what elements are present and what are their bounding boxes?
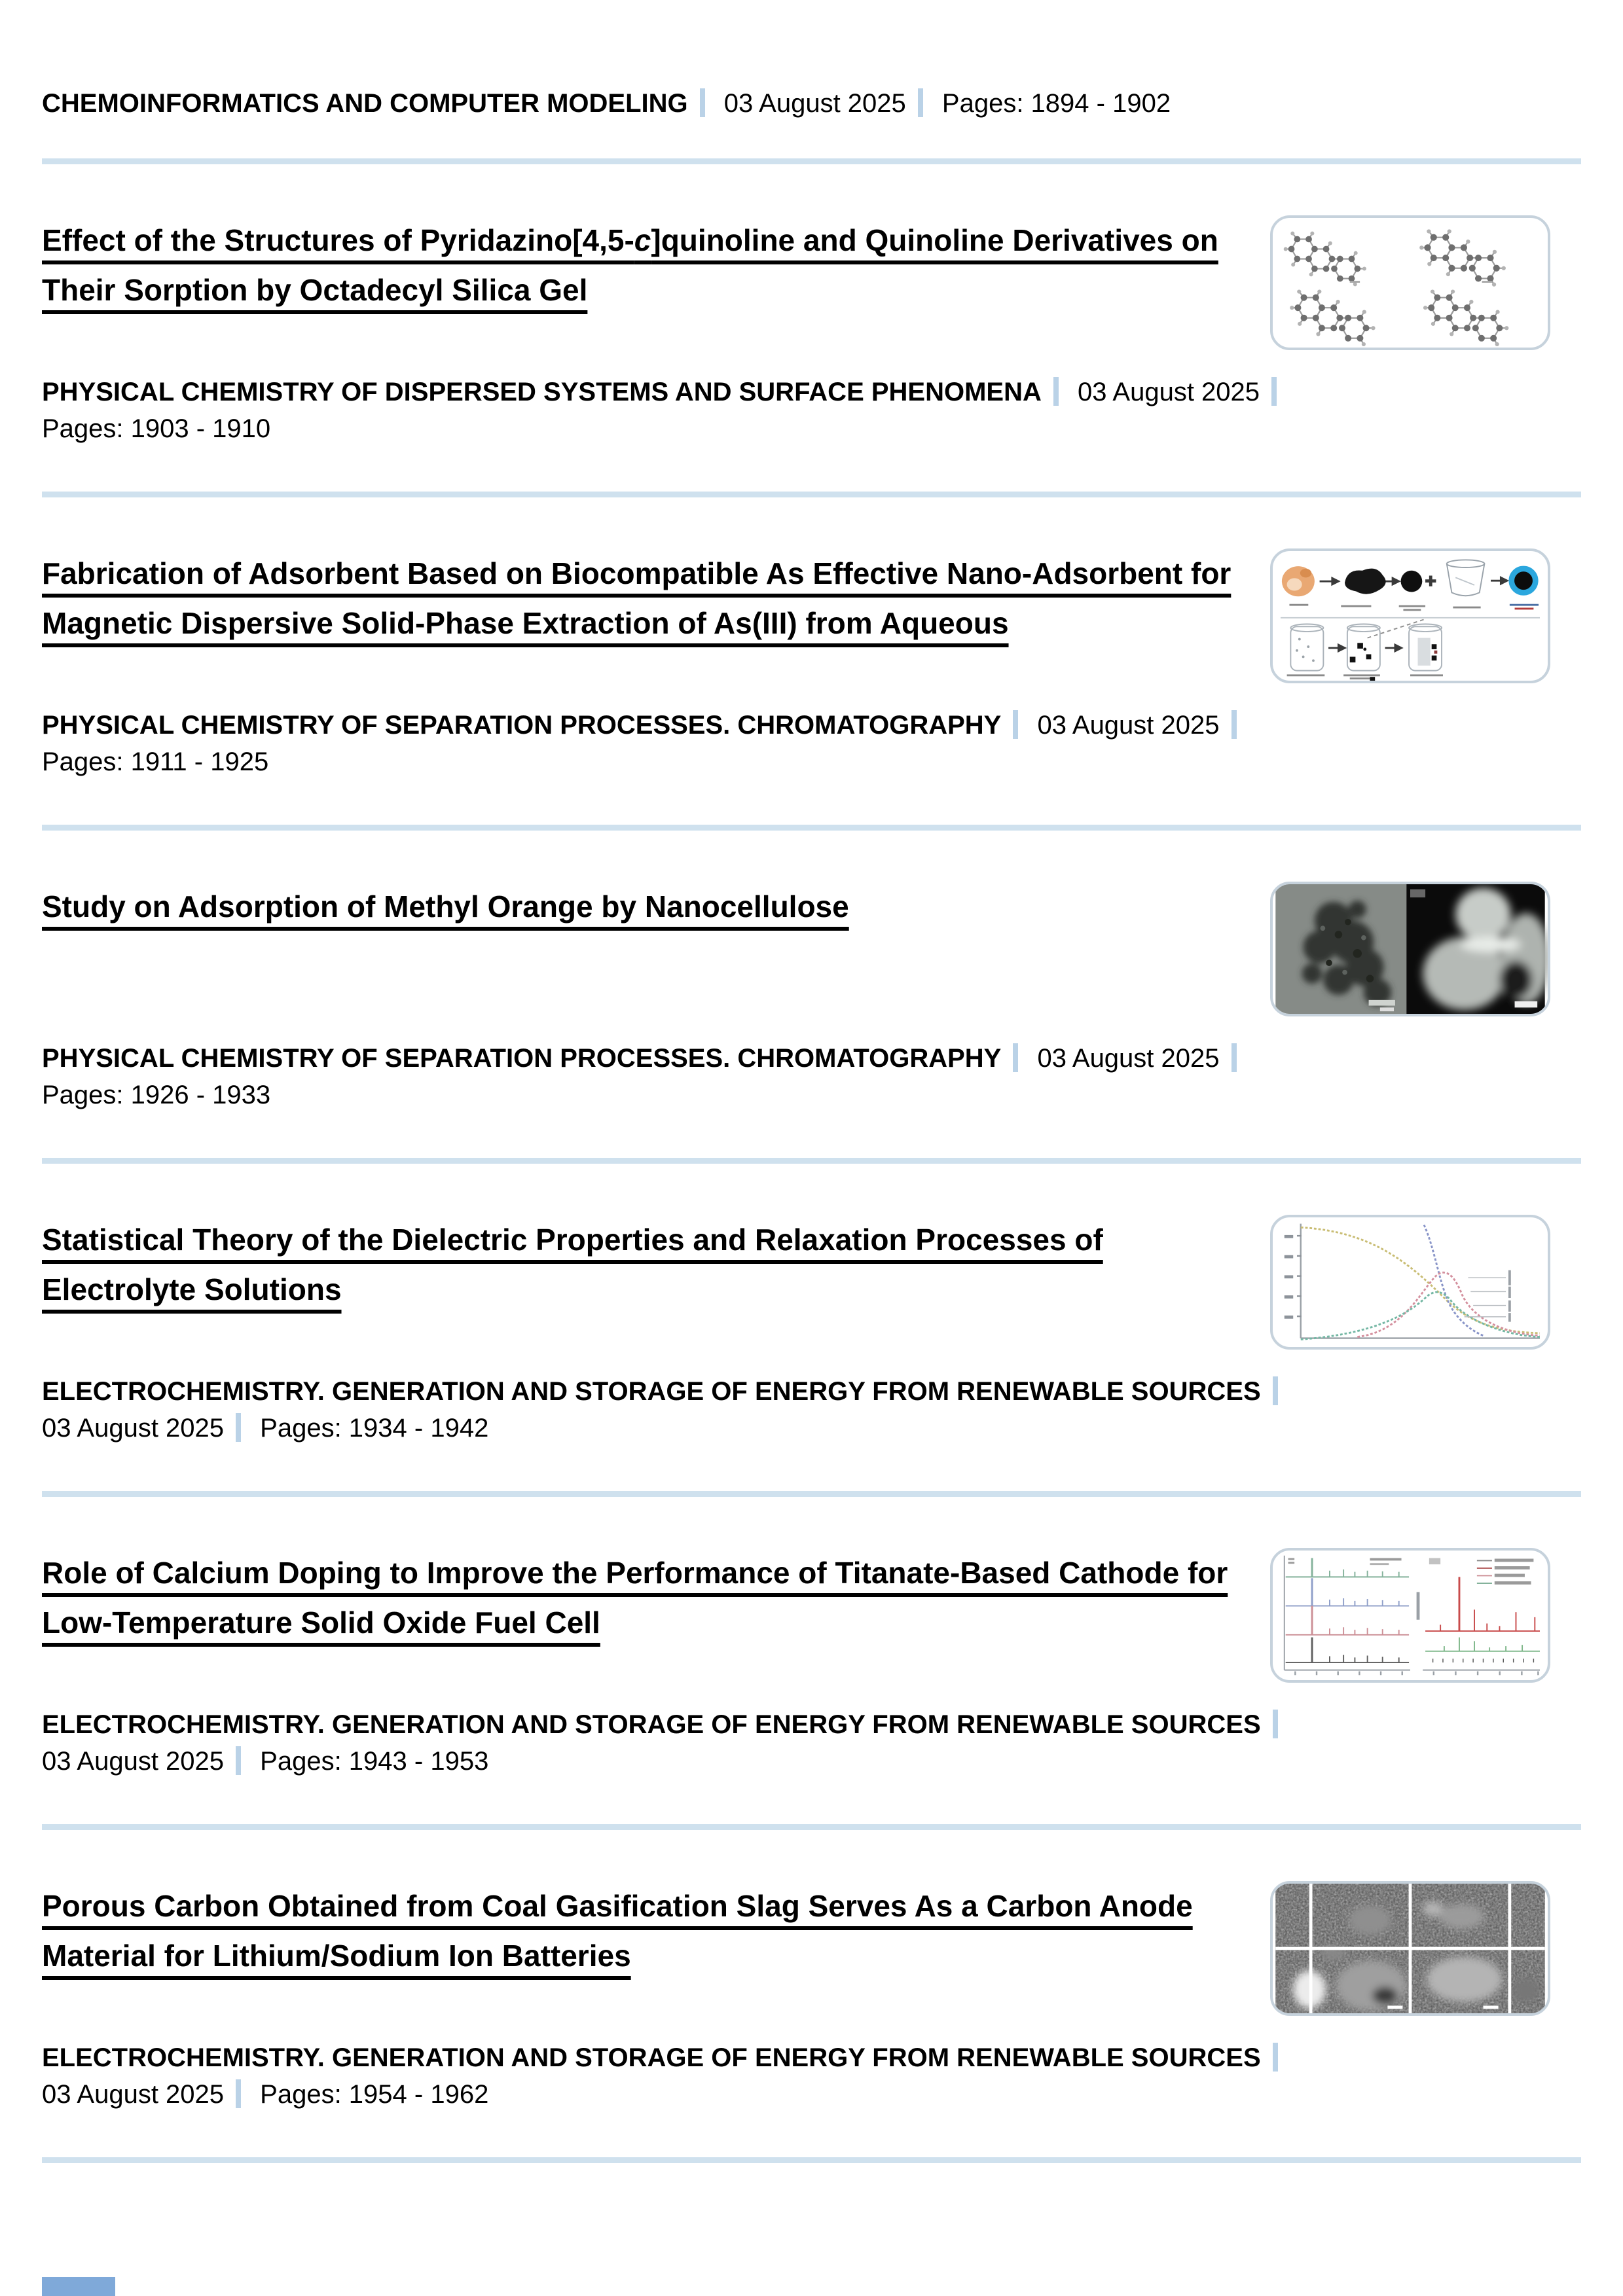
solution-dots [1296,638,1315,662]
scheme-top-row [1282,560,1535,596]
article-date: 03 August 2025 [1037,1044,1220,1073]
article-category: PHYSICAL CHEMISTRY OF SEPARATION PROCESSES. CHROMATOGRAPHY [42,711,1002,740]
article-title-text: Effect of the Structures of Pyridazino[4,5- [42,223,634,257]
article-meta [42,1040,1581,1113]
graphical-abstract-adsorbent-figure [1273,551,1548,681]
separator-bar [236,1746,241,1775]
separator-bar [1273,1710,1278,1738]
article-thumbnail[interactable] [1270,882,1550,1016]
article-pages: Pages: 1943 - 1953 [260,1747,489,1776]
article-top-row [42,1215,1581,1354]
article-entry [42,164,1581,492]
article-category: ELECTROCHEMISTRY. GENERATION AND STORAGE OF ENERGY FROM RENEWABLE SOURCES [42,1710,1261,1739]
article-title-link[interactable] [42,1881,1233,1981]
article-entry [42,831,1581,1158]
article-top-row [42,882,1581,1020]
separator-bar [236,2079,241,2108]
article-pages: Pages: 1903 - 1910 [42,414,271,443]
article-title-link[interactable] [42,215,1233,315]
article-entry [42,497,1581,825]
article-meta [42,2039,1581,2113]
separator-bar [1013,710,1018,739]
sem-images-grid-figure [1273,1884,1548,2013]
left-xrd-panel [1285,1556,1410,1676]
article-title-rest: ]quinoline and Quinoline Derivatives on Their Sorption by Octadecyl Silica Gel [42,223,1218,307]
separator-bar [236,1413,241,1442]
top-article-meta [42,0,1581,122]
separator-bar [1231,1043,1237,1072]
article-date: 03 August 2025 [723,89,906,118]
article-pages: Pages: 1911 - 1925 [42,747,269,776]
section-divider [42,158,1581,164]
article-category: PHYSICAL CHEMISTRY OF DISPERSED SYSTEMS AND SURFACE PHENOMENA [42,378,1042,406]
right-xrd-panel [1417,1558,1540,1676]
article-meta [42,1373,1581,1446]
article-thumbnail[interactable] [1270,1215,1550,1350]
article-category: ELECTROCHEMISTRY. GENERATION AND STORAGE OF ENERGY FROM RENEWABLE SOURCES [42,2043,1261,2072]
article-category: ELECTROCHEMISTRY. GENERATION AND STORAGE OF ENERGY FROM RENEWABLE SOURCES [42,1377,1261,1406]
article-title-text: Study on Adsorption of Methyl Orange by Nanocellulose [42,889,849,924]
article-date: 03 August 2025 [1037,711,1220,740]
article-title-link[interactable] [42,1548,1233,1647]
article-date: 03 August 2025 [42,1414,225,1443]
article-category: PHYSICAL CHEMISTRY OF SEPARATION PROCESSES. CHROMATOGRAPHY [42,1044,1002,1073]
separator-bar [1053,377,1059,406]
section-divider [42,1824,1581,1830]
separator-bar [1273,2043,1278,2072]
article-pages: Pages: 1894 - 1902 [941,89,1171,118]
xrd-patterns-figure [1273,1551,1548,1680]
article-thumbnail[interactable] [1270,1548,1550,1683]
article-meta [42,1706,1581,1780]
article-pages: Pages: 1926 - 1933 [42,1081,271,1109]
separator-bar [700,88,705,117]
article-meta [42,374,1581,447]
scheme-caption-marks [1289,604,1539,611]
article-title-link[interactable] [42,1215,1233,1314]
separator-bar [1273,1376,1278,1405]
separator-bar [1271,377,1277,406]
article-list [42,164,1581,2163]
article-top-row [42,1881,1581,2020]
article-top-row [42,1548,1581,1687]
article-thumbnail[interactable] [1270,548,1550,683]
article-title-link[interactable] [42,882,1233,931]
article-title-link[interactable] [42,548,1233,648]
article-date: 03 August 2025 [42,2080,225,2109]
section-divider [42,825,1581,831]
article-title-text: Porous Carbon Obtained from Coal Gasification Slag Serves As a Carbon Anode Material for Lithium/Sodium Ion Batteries [42,1889,1193,1973]
axis-tick-marks [1285,1235,1302,1319]
scheme-bottom-row [1290,624,1442,670]
section-divider [42,1491,1581,1497]
article-date: 03 August 2025 [1078,378,1260,406]
footer-blue-element [42,2277,115,2296]
article-title-text: Role of Calcium Doping to Improve the Performance of Titanate-Based Cathode for Low-Temperature Solid Oxide Fuel Cell [42,1556,1228,1640]
article-title-text: Statistical Theory of the Dielectric Properties and Relaxation Processes of Electrolyte Solutions [42,1223,1103,1306]
section-divider [42,1158,1581,1164]
article-meta [42,707,1581,780]
article-entry [42,1830,1581,2157]
article-thumbnail[interactable] [1270,1881,1550,2016]
spectra-curves [1301,1225,1540,1340]
legend-marks [1477,1558,1534,1584]
article-pages: Pages: 1954 - 1962 [260,2080,489,2109]
separator-bar [1013,1043,1018,1072]
article-entry [42,1164,1581,1491]
electron-microscopy-figure [1273,884,1548,1014]
article-title-text: Fabrication of Adsorbent Based on Biocompatible As Effective Nano-Adsorbent for Magnetic Dispersive Solid-Phase Extraction of As(III) from Aqueous [42,556,1231,640]
article-entry [42,1497,1581,1824]
article-top-row [42,548,1581,687]
section-divider [42,2157,1581,2163]
article-pages: Pages: 1934 - 1942 [260,1414,489,1443]
article-title-italic: c [634,223,651,257]
separator-bar [1231,710,1237,739]
separator-bar [918,88,923,117]
annotation-lines [1465,1278,1506,1317]
section-divider [42,492,1581,497]
article-thumbnail[interactable] [1270,215,1550,350]
molecular-structures-figure [1273,218,1548,348]
article-top-row [42,215,1581,354]
dielectric-relaxation-plot-figure [1273,1217,1548,1347]
article-category: CHEMOINFORMATICS AND COMPUTER MODELING [42,89,688,118]
bottom-caption-marks [1287,674,1443,681]
article-date: 03 August 2025 [42,1747,225,1776]
